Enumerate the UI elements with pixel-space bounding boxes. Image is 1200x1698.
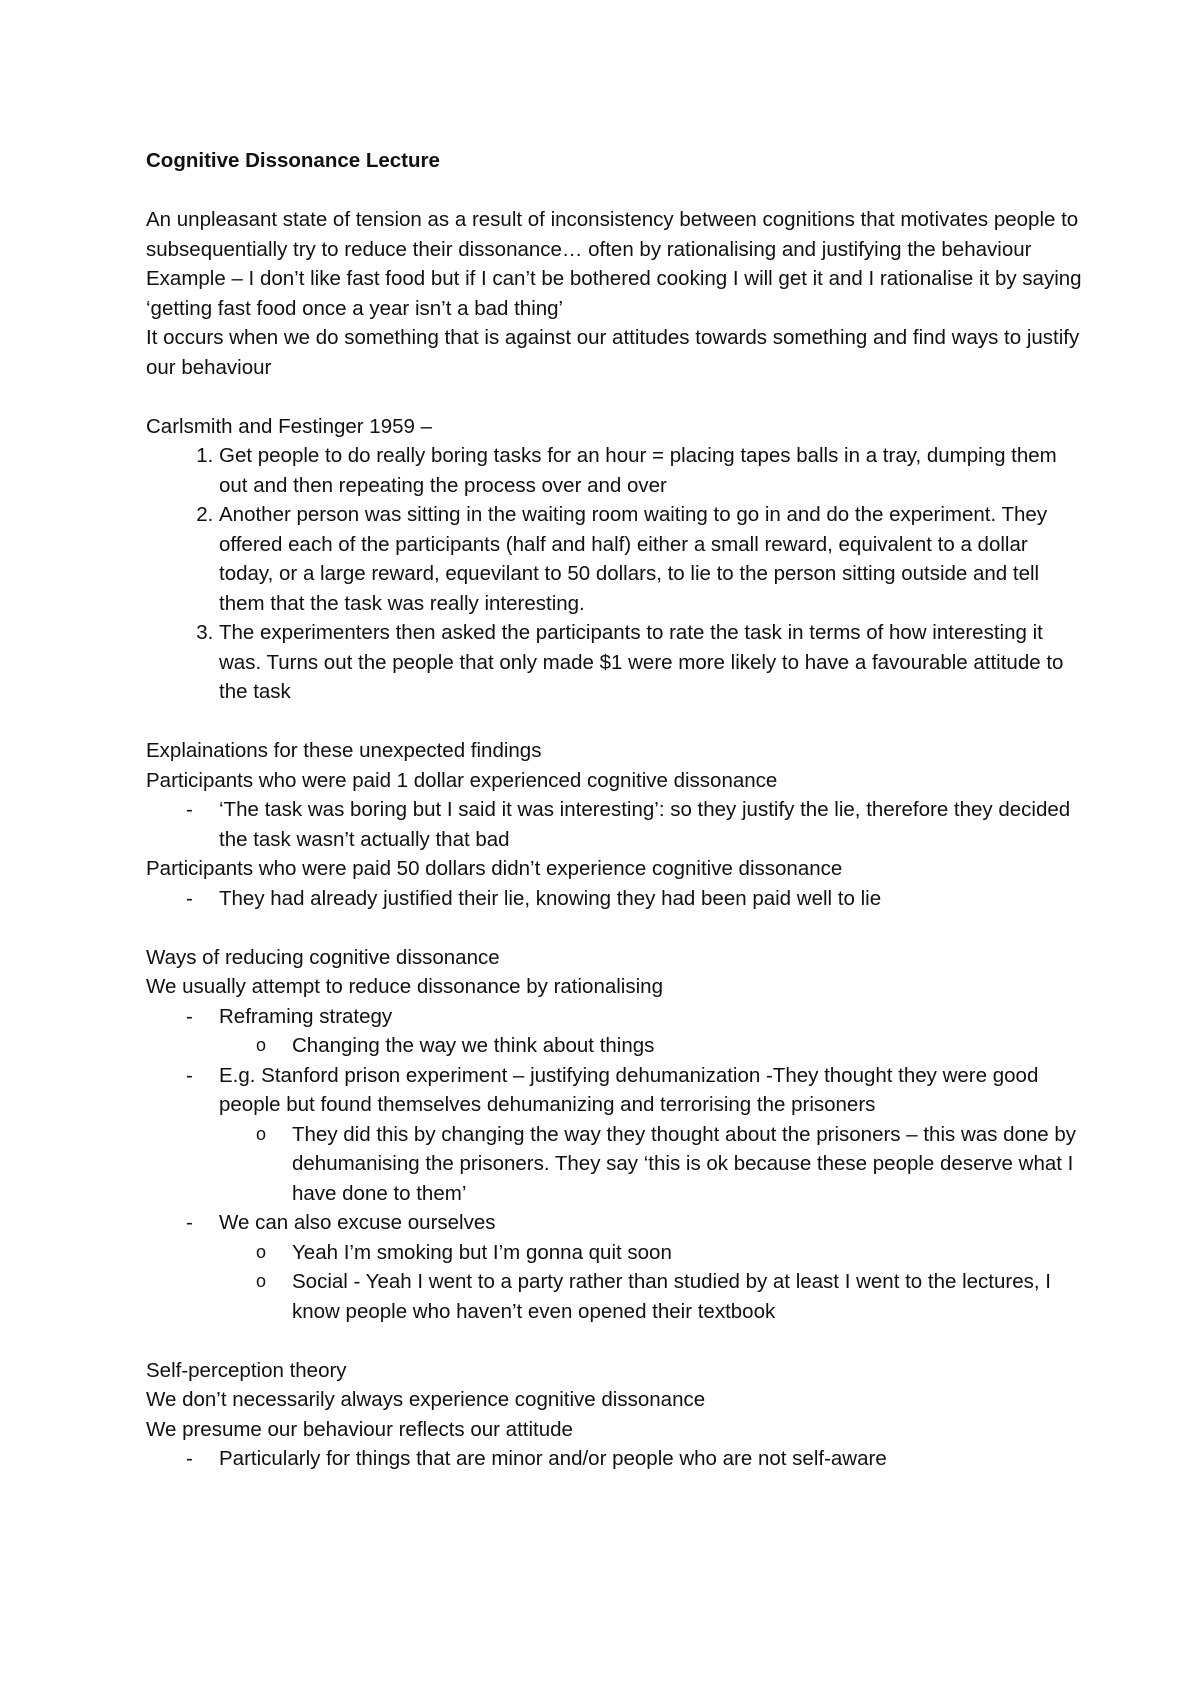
sub-list-item-text: Changing the way we think about things [292,1034,655,1057]
intro-example: Example – I don’t like fast food but if I can’t be bothered cooking I will get it and I rationalise it by saying ‘getting fast food once a year isn’t a bad thing’ [146,267,1082,320]
circle-bullet: o [256,1123,267,1144]
self-perception-line2: We presume our behaviour reflects our attitude [146,1417,573,1441]
list-item [146,1208,1086,1326]
circle-bullet: o [256,1035,267,1055]
sub-list-item [146,1238,1086,1268]
sub-list-item [146,1120,1086,1209]
circle-bullet: o [256,1241,267,1262]
study-step: 1. Get people to do really boring tasks for an hour = placing tapes balls in a tray, dumping them out and then repeating the process over and over [219,441,1086,500]
list-item [146,795,1086,854]
sub-list-item [146,1267,1086,1326]
dash-bullet: - [186,798,193,821]
reducing-heading: Ways of reducing cognitive dissonance [146,945,500,969]
sub-list [219,1120,1086,1209]
list-item-text: They had already justified their lie, knowing they had been paid well to lie [219,886,882,910]
list-item-text: Particularly for things that are minor and/or people who are not self-aware [219,1447,887,1470]
document-page [146,146,1086,1474]
spacer [146,1326,1086,1356]
list-item-text: E.g. Stanford prison experiment – justifying dehumanization -They thought they were good people but found themselves dehumanizing and terrorising the prisoners [219,1063,1039,1116]
document-title: Cognitive Dissonance Lecture [146,149,440,172]
list-item [146,1444,1086,1474]
spacer [146,913,1086,943]
group2-points [146,884,1086,914]
study-steps-list [146,441,1086,707]
explanations-heading: Explainations for these unexpected findings [146,739,542,762]
list-item-text: Reframing strategy [219,1004,393,1028]
study-step: 2. Another person was sitting in the waiting room waiting to go in and do the experiment. They offered each of the participants (half and half) either a small reward, equivalent to a dollar today, or a large reward, equevilant to 50 dollars, to lie to the person sitting outside and tell them that the task was really interesting. [219,500,1086,618]
list-item-text: ‘The task was boring but I said it was interesting’: so they justify the lie, therefore they decided the task wasn’t actually that bad [219,798,1071,851]
reducing-line: We usually attempt to reduce dissonance by rationalising [146,975,663,998]
list-item [146,1061,1086,1209]
dash-bullet: - [186,1447,193,1470]
self-perception-line1: We don’t necessarily always experience cognitive dissonance [146,1388,706,1411]
self-perception-heading: Self-perception theory [146,1358,347,1382]
self-perception-points [146,1444,1086,1474]
sub-list [219,1238,1086,1327]
dash-bullet: - [186,1063,193,1087]
list-item-text: We can also excuse ourselves [219,1211,496,1234]
dash-bullet: - [186,1211,193,1234]
spacer [146,707,1086,737]
group1-points [146,795,1086,854]
dash-bullet: - [186,886,193,910]
sub-list-item [146,1031,1086,1061]
study-heading: Carlsmith and Festinger 1959 – [146,414,433,438]
reducing-list [146,1002,1086,1327]
intro-occurrence: It occurs when we do something that is against our attitudes towards something and find ways to justify our behaviour [146,326,1080,379]
sub-list-item-text: Yeah I’m smoking but I’m gonna quit soon [292,1240,672,1264]
study-step: 3. The experimenters then asked the participants to rate the task in terms of how interesting it was. Turns out the people that only made $1 were more likely to have a favourable attitude to the task [219,618,1086,707]
circle-bullet: o [256,1271,267,1291]
sub-list-item-text: They did this by changing the way they thought about the prisoners – this was done by dehumanising the prisoners. They say ‘this is ok because these people deserve what I have done to them’ [292,1122,1077,1205]
spacer [146,382,1086,412]
sub-list-item-text: Social - Yeah I went to a party rather than studied by at least I went to the lectures, I know people who haven’t even opened their textbook [292,1270,1051,1323]
list-item [146,884,1086,914]
sub-list [219,1031,1086,1061]
explanations-group2: Participants who were paid 50 dollars didn’t experience cognitive dissonance [146,857,843,880]
explanations-group1: Participants who were paid 1 dollar experienced cognitive dissonance [146,768,778,792]
list-item [146,1002,1086,1061]
dash-bullet: - [186,1004,193,1028]
intro-definition: An unpleasant state of tension as a result of inconsistency between cognitions that motivates people to subsequentially try to reduce their dissonance… often by rationalising and justifying the behaviour [146,208,1079,261]
